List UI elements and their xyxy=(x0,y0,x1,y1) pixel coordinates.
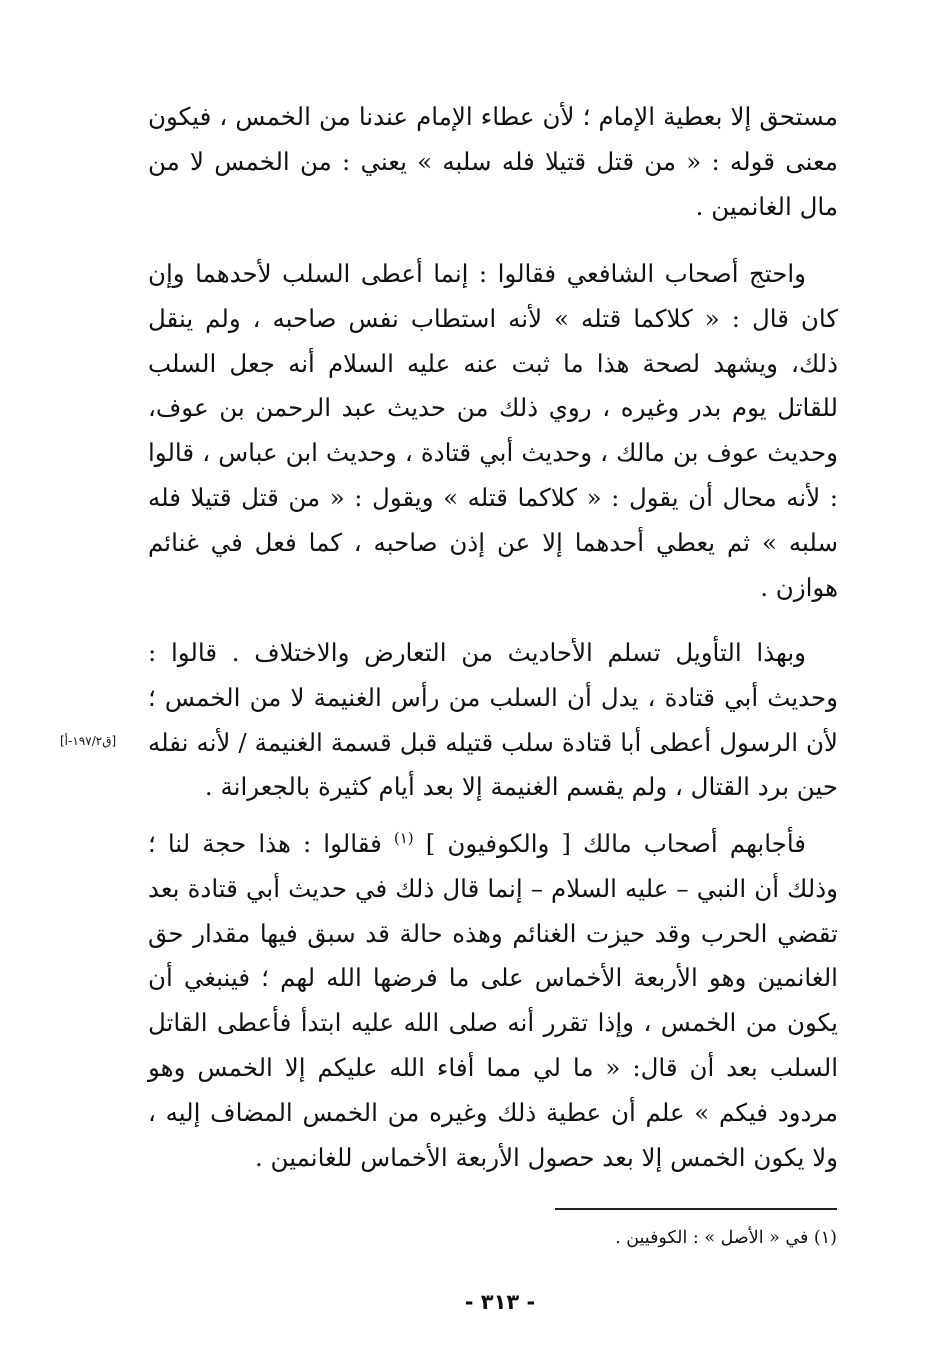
paragraph-text: واحتج أصحاب الشافعي فقالوا : إنما أعطى السلب لأحدهما وإن كان قال : « كلاكما قتله » لأنه استطاب نفس صاحبه ، ولم ينقل ذلك، ويشهد لصحة هذا ما ثبت عنه عليه السلام أنه جعل السلب للقاتل يوم بدر وغيره ، روي ذلك من حديث عبد الرحمن بن عوف، وحديث عوف بن مالك ، وحديث أبي قتادة ، وحديث ابن عباس ، قالوا : لأنه محال أن يقول : « كلاكما قتله » ويقول : « من قتل قتيلا فله سلبه » ثم يعطي أحدهما إلا عن إذن صاحبه ، كما فعل في غنائم هوازن . xyxy=(148,259,838,602)
paragraph-abu-qatada xyxy=(148,631,838,810)
paragraph-text: وبهذا التأويل تسلم الأحاديث من التعارض والاختلاف . قالوا : وحديث أبي قتادة ، يدل أن السلب من رأس الغنيمة لا من الخمس ؛ لأن الرسول أعطى أبا قتادة سلب قتيله قبل قسمة الغنيمة / لأنه نفله حين برد القتال ، ولم يقسم الغنيمة إلا بعد أيام كثيرة بالجعرانة . xyxy=(148,638,838,802)
paragraph-maliki-reply xyxy=(148,822,838,1180)
footnote-divider xyxy=(555,1208,837,1210)
paragraph-body: فقالوا : هذا حجة لنا ؛ وذلك أن النبي – عليه السلام – إنما قال ذلك في حديث أبي قتادة بعد تقضي الحرب وقد حيزت الغنائم وهذه حالة قد سبق فيها مقدار حق الغانمين وهو الأربعة الأخماس على ما فرضها الله لهم ؛ فينبغي أن يكون من الخمس ، وإذا تقرر أنه صلى الله عليه ابتدأ فأعطى القاتل السلب بعد أن قال: « ما لي مما أفاء الله عليكم إلا الخمس وهو مردود فيكم » علم أن عطية ذلك وغيره من الخمس المضاف إليه ، ولا يكون الخمس إلا بعد حصول الأربعة الأخماس للغانمين . xyxy=(148,829,838,1172)
footnote-marker: (١) xyxy=(393,828,414,847)
paragraph-shafii-argument xyxy=(148,252,838,610)
manuscript-folio-reference: [ق١٩٧/٢-أ] xyxy=(60,734,117,748)
page-number: - ٣١٣ - xyxy=(464,1290,536,1314)
paragraph-opening: فأجابهم أصحاب مالك [ والكوفيون ] xyxy=(425,829,806,858)
paragraph-continuation xyxy=(148,95,838,229)
paragraph-text: مستحق إلا بعطية الإمام ؛ لأن عطاء الإمام عندنا من الخمس ، فيكون معنى قوله : « من قتل قتيلا فله سلبه » يعني : من الخمس لا من مال الغانمين . xyxy=(148,102,838,221)
paragraph-text xyxy=(148,822,838,1180)
footnote: (١) في « الأصل » : الكوفيين . xyxy=(615,1228,837,1248)
